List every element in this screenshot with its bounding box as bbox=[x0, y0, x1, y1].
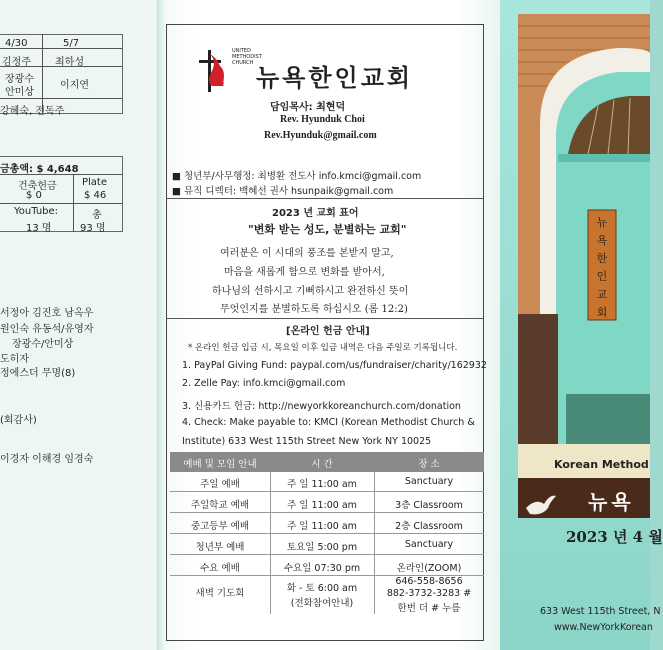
contact-music: ■ 뮤직 디렉터: 백혜선 권사 hsunpaik@gmail.com bbox=[172, 186, 394, 197]
row3: 강혜숙, 전독주 bbox=[0, 106, 65, 117]
pay-method-zelle[interactable]: 2. Zelle Pay: info.kmci@gmail.com bbox=[182, 378, 346, 389]
pay-method-check-address: Institute) 633 West 115th Street New York NY 10025 bbox=[182, 436, 432, 447]
schedule-place: 3층 Classroom bbox=[395, 500, 463, 511]
cover-date: 2023 년 4 월 bbox=[566, 528, 663, 546]
dawn-prayer-phone: 646-558-8656 bbox=[395, 576, 463, 587]
schedule-place: 2층 Classroom bbox=[395, 521, 463, 532]
dawn-prayer-name: 새벽 기도회 bbox=[195, 588, 245, 599]
left-panel bbox=[0, 0, 158, 650]
row2-right: 이지연 bbox=[60, 80, 89, 91]
sign-char: 회 bbox=[596, 306, 608, 319]
pastor-label: 담임목사: 최현덕 bbox=[270, 102, 346, 113]
date-2: 5/7 bbox=[63, 38, 80, 49]
schedule-time: 주 일 11:00 am bbox=[287, 479, 357, 490]
pay-method-check: 4. Check: Make payable to: KMCI (Korean Methodist Church & bbox=[182, 417, 475, 428]
schedule-place: 온라인(ZOOM) bbox=[396, 563, 462, 574]
schedule-row bbox=[170, 556, 484, 576]
names-line-2: 원인숙 유동석/유영자 bbox=[0, 324, 94, 335]
schedule-time: 토요일 5:00 pm bbox=[286, 542, 358, 553]
schedule-event: 청년부 예배 bbox=[195, 542, 245, 553]
banner-strip bbox=[518, 444, 650, 478]
dawn-prayer-code: 882-3732-3283 # bbox=[386, 588, 472, 599]
attendance-header-1: YouTube: bbox=[14, 206, 59, 217]
cover-website[interactable]: www.NewYorkKorean bbox=[554, 622, 653, 633]
names-line-1: 서정아 김진호 남옥우 bbox=[0, 308, 94, 319]
banner-text: Korean Method bbox=[554, 458, 649, 471]
cover-church-name: 뉴욕 bbox=[588, 490, 635, 514]
verse-line-2: 마음을 새롭게 함으로 변화를 받아서, bbox=[224, 267, 385, 278]
row2-left-b: 안미상 bbox=[5, 87, 34, 98]
dove-icon bbox=[522, 488, 558, 524]
schedule-header-time: 시 간 bbox=[311, 459, 333, 470]
sign-char: 교 bbox=[596, 288, 608, 301]
sign-char: 한 bbox=[596, 252, 608, 265]
verse-line-3: 하나님의 선하시고 기뻐하시고 완전하신 뜻이 bbox=[212, 286, 409, 297]
schedule-header bbox=[170, 452, 484, 472]
sign-char: 인 bbox=[596, 270, 608, 283]
names-line-6: 이경자 이해경 임경숙 bbox=[0, 454, 94, 465]
schedule-place: Sanctuary bbox=[404, 539, 454, 550]
attendance-value-1: 13 명 bbox=[26, 223, 52, 234]
church-name: 뉴욕한인교회 bbox=[256, 64, 414, 92]
pastor-email: Rev.Hyunduk@gmail.com bbox=[264, 130, 377, 141]
sign-char: 욕 bbox=[596, 234, 608, 247]
schedule-row bbox=[170, 493, 484, 513]
cover-address: 633 West 115th Street, N bbox=[540, 606, 661, 617]
sign-char: 뉴 bbox=[596, 216, 608, 229]
verse-line-1: 여러분은 이 시대의 풍조를 본받지 말고, bbox=[220, 248, 394, 259]
offering-header-2: Plate bbox=[82, 177, 108, 188]
offering-total: 금총액: $ 4,648 bbox=[0, 164, 79, 175]
dawn-prayer-time: 화 - 토 6:00 am bbox=[286, 583, 358, 594]
names-line-5: 정에스더 무명(8) bbox=[0, 368, 76, 379]
schedule-event: 주일 예배 bbox=[200, 479, 240, 490]
schedule-time: 주 일 11:00 am bbox=[287, 521, 357, 532]
schedule-row bbox=[170, 535, 484, 555]
attendance-header-2: 총 bbox=[92, 210, 102, 221]
schedule-row bbox=[170, 472, 484, 492]
schedule-row bbox=[170, 514, 484, 534]
logo-text: UNITED METHODIST CHURCH bbox=[232, 48, 262, 66]
schedule-event: 중고등부 예배 bbox=[190, 521, 250, 532]
church-door-photo bbox=[518, 14, 650, 444]
audit-label: (회감사) bbox=[0, 415, 37, 426]
schedule-time: 수요일 07:30 pm bbox=[283, 563, 361, 574]
row1-right: 최하성 bbox=[55, 57, 84, 68]
pastor-en: Rev. Hyunduk Choi bbox=[280, 114, 365, 125]
row1-left: 김정주 bbox=[2, 57, 31, 68]
schedule-header-event: 예배 및 모임 안내 bbox=[183, 459, 257, 470]
online-offering-title: [온라인 헌금 안내] bbox=[286, 326, 370, 337]
verse-line-4: 무엇인지를 분별하도록 하십시오 (롬 12:2) bbox=[220, 304, 408, 315]
row2-left-a: 장광수 bbox=[5, 74, 34, 85]
pay-method-paypal[interactable]: 1. PayPal Giving Fund: paypal.com/us/fundraiser/charity/162932 bbox=[182, 360, 487, 371]
offering-header-1: 건축헌금 bbox=[18, 181, 57, 192]
attendance-value-2: 93 명 bbox=[80, 223, 106, 234]
names-line-4: 도히자 bbox=[0, 354, 29, 365]
contact-youth: ■ 청년부/사무행정: 최병환 전도사 info.kmci@gmail.com bbox=[172, 171, 422, 182]
online-offering-note: * 온라인 헌금 입금 시, 목요일 이후 입금 내역은 다음 주일로 기록됩니다. bbox=[188, 343, 458, 353]
offering-value-2: $ 46 bbox=[84, 190, 107, 201]
dawn-prayer-instruction: 한번 더 # 누름 bbox=[397, 603, 461, 614]
motto-title: 2023 년 교회 표어 bbox=[272, 208, 359, 219]
dawn-prayer-phone-note: (전화참여안내) bbox=[290, 598, 354, 609]
pay-method-card[interactable]: 3. 신용카드 헌금: http://newyorkkoreanchurch.com/donation bbox=[182, 401, 461, 412]
schedule-place: Sanctuary bbox=[404, 476, 454, 487]
schedule-time: 주 일 11:00 am bbox=[287, 500, 357, 511]
schedule-event: 주일학교 예배 bbox=[190, 500, 250, 511]
motto: "변화 받는 성도, 분별하는 교회" bbox=[248, 223, 407, 236]
schedule-event: 수요 예배 bbox=[200, 563, 240, 574]
schedule-header-place: 장 소 bbox=[418, 459, 440, 470]
date-1: 4/30 bbox=[5, 38, 28, 49]
names-line-3: 장광수/안미상 bbox=[12, 339, 74, 350]
offering-value-1: $ 0 bbox=[26, 190, 42, 201]
